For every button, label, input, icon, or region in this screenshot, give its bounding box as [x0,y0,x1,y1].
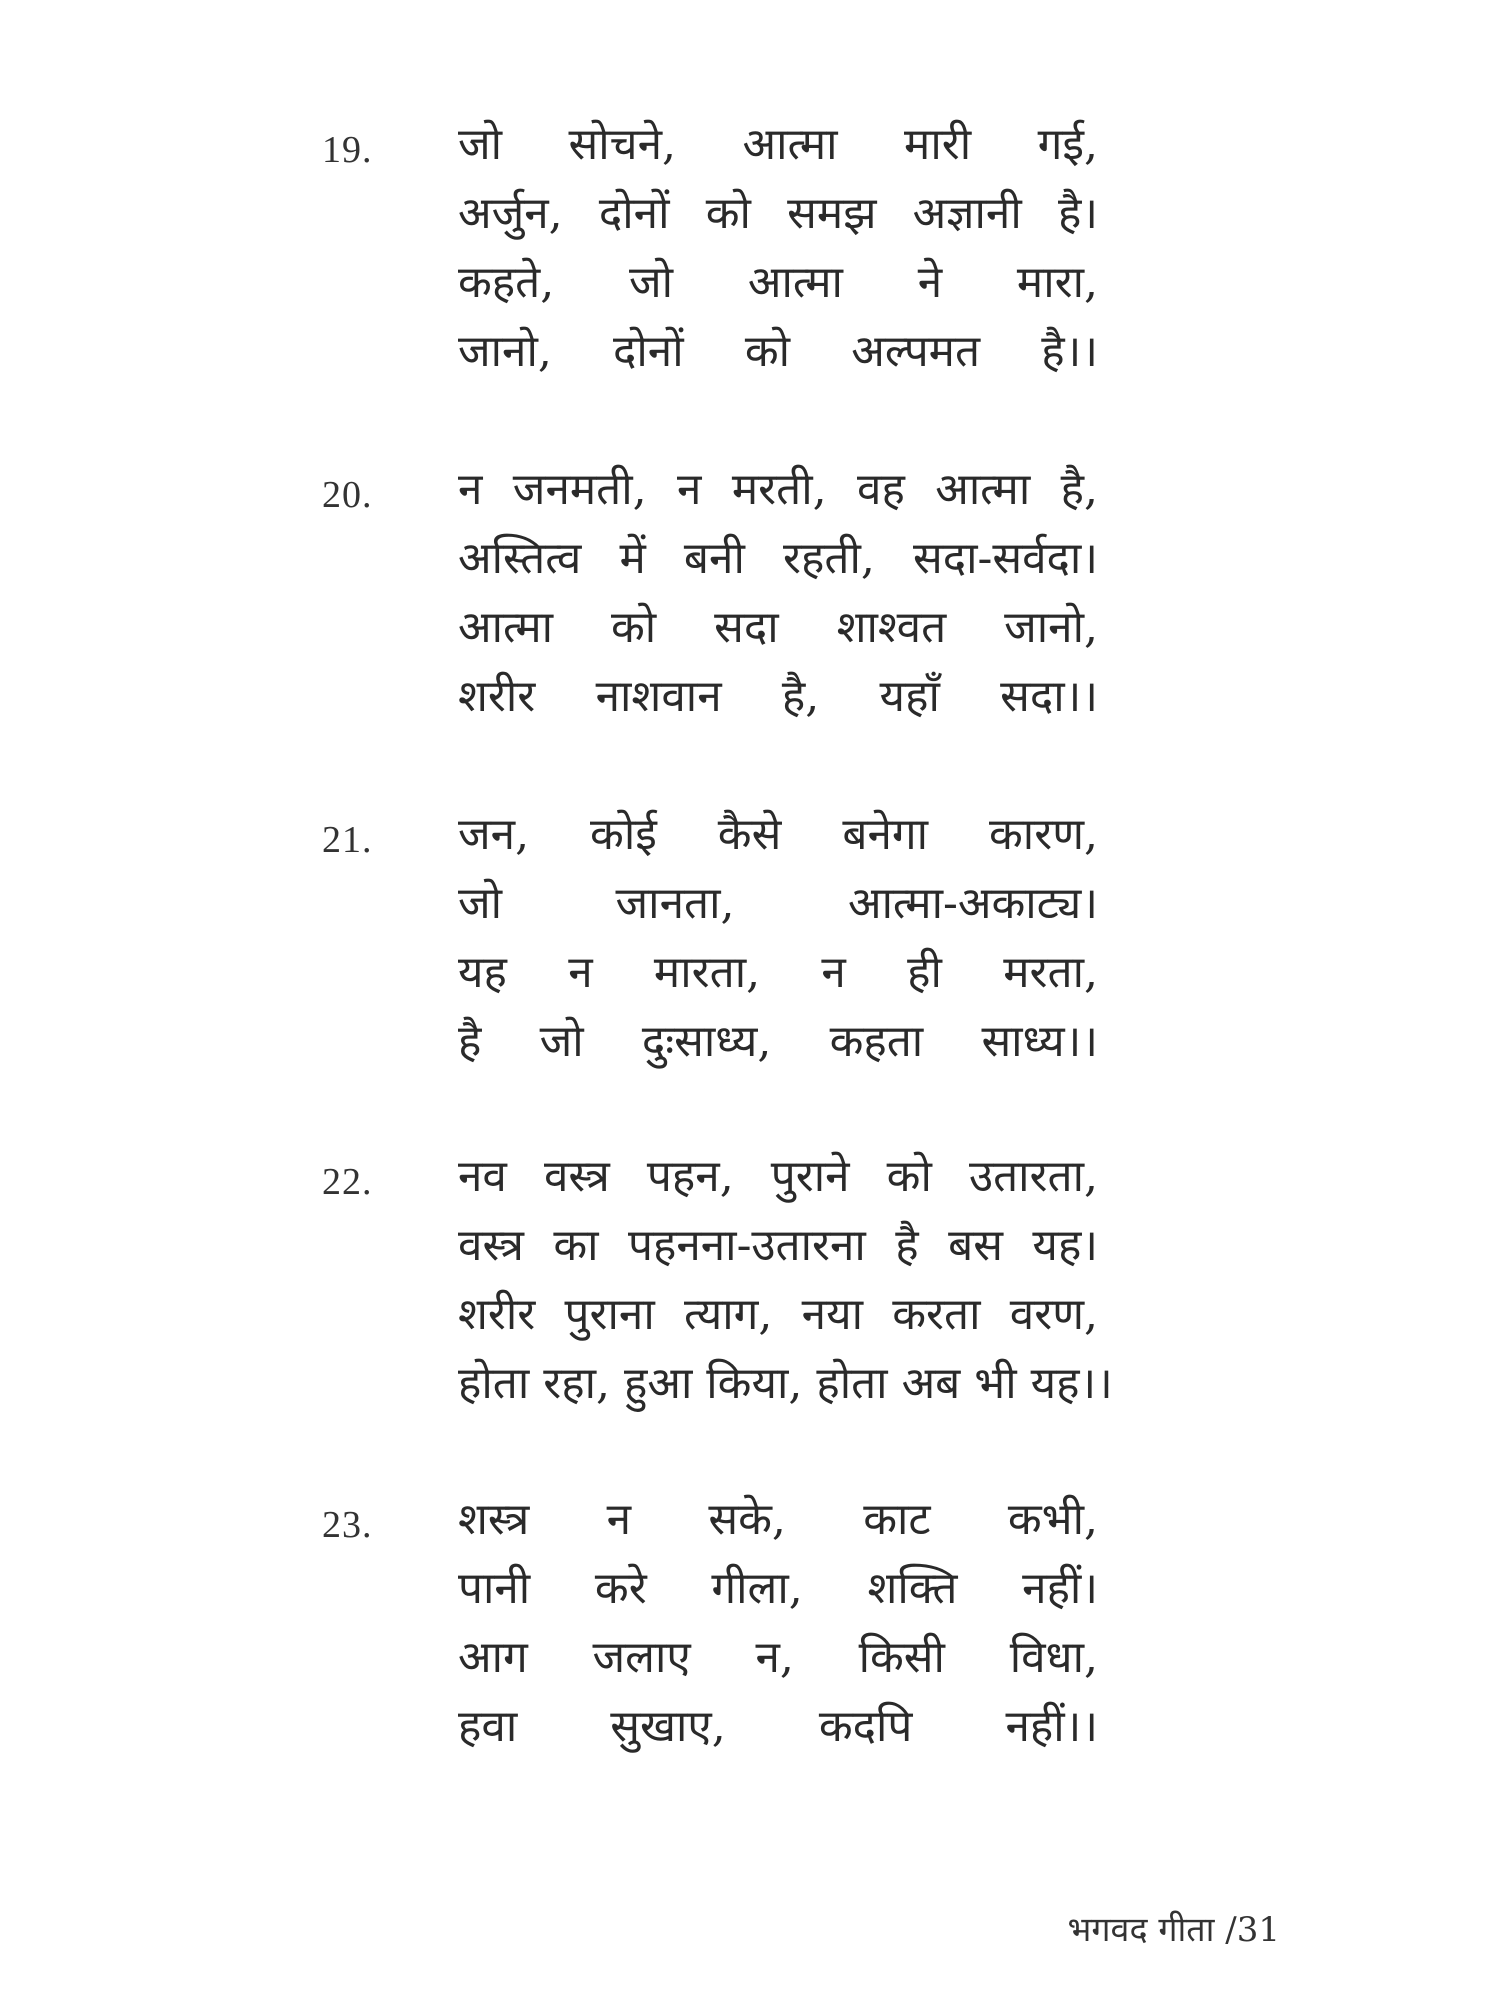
page-number: /31 [1225,1910,1280,1950]
verse-line: आग जलाए न, किसी विधा, [458,1632,1098,1683]
verse-19 [0,110,1500,410]
verse-22 [0,1142,1500,1442]
verse-lines [458,455,1098,731]
verse-number: 20. [322,474,373,516]
verse-line: जन, कोई कैसे बनेगा कारण, [458,809,1098,860]
verse-20 [0,455,1500,755]
verse-number: 21. [322,819,373,861]
verse-line: शस्त्र न सके, काट कभी, [458,1494,1098,1545]
verse-line: जो सोचने, आत्मा मारी गई, [458,119,1098,170]
verse-line: हवा सुखाए, कदपि नहीं।। [458,1701,1098,1752]
verse-line: है जो दुःसाध्य, कहता साध्य।। [458,1016,1098,1067]
verse-line: शरीर नाशवान है, यहाँ सदा।। [458,671,1098,722]
verse-lines [458,1485,1098,1761]
book-title: भगवद गीता [1067,1910,1215,1950]
verse-line: न जनमती, न मरती, वह आत्मा है, [458,464,1098,515]
verse-line: आत्मा को सदा शाश्वत जानो, [458,602,1098,653]
verse-line: नव वस्त्र पहन, पुराने को उतारता, [458,1151,1098,1202]
verse-21 [0,800,1500,1100]
verse-line: पानी करे गीला, शक्ति नहीं। [458,1563,1098,1614]
verse-line: यह न मारता, न ही मरता, [458,947,1098,998]
verse-line: अस्तित्व में बनी रहती, सदा-सर्वदा। [458,533,1098,584]
verse-lines [458,800,1098,1076]
verse-23 [0,1485,1500,1785]
verse-line: जो जानता, आत्मा-अकाट्य। [458,878,1098,929]
verse-line: जानो, दोनों को अल्पमत है।। [458,326,1098,377]
verse-line: अर्जुन, दोनों को समझ अज्ञानी है। [458,188,1098,239]
verse-number: 23. [322,1504,373,1546]
verse-line: कहते, जो आत्मा ने मारा, [458,257,1098,308]
verse-lines [458,1142,1113,1418]
verse-line: होता रहा, हुआ किया, होता अब भी यह।। [458,1358,1113,1409]
verse-number: 22. [322,1161,373,1203]
page-footer [1068,1905,1280,1951]
verse-number: 19. [322,129,373,171]
verse-line: शरीर पुराना त्याग, नया करता वरण, [458,1289,1098,1340]
verse-lines [458,110,1098,386]
verse-line: वस्त्र का पहनना-उतारना है बस यह। [458,1220,1098,1271]
